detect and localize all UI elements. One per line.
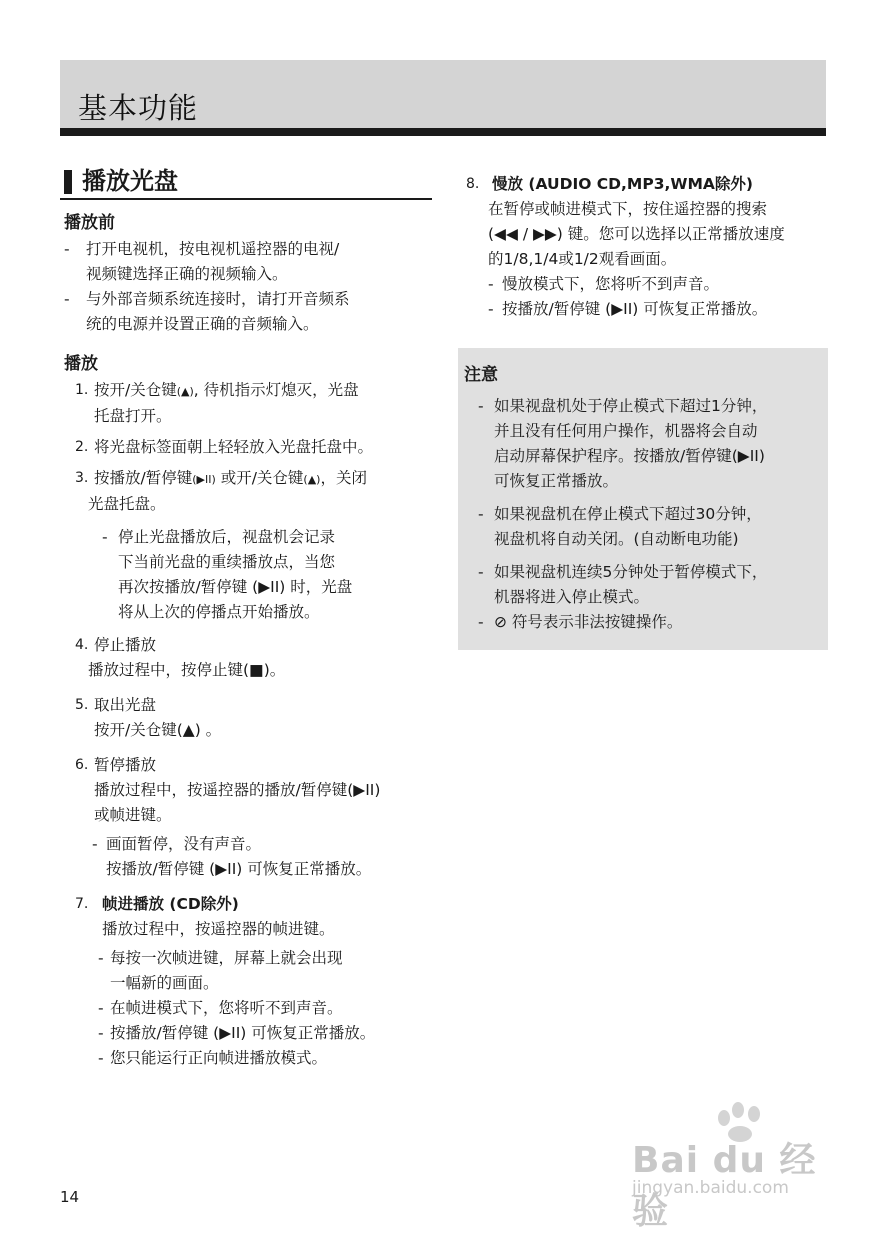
step-7-body: 播放过程中，按遥控器的帧进键。 [102,920,335,938]
eject-icon: (▲) [303,473,321,486]
section-marker [64,170,72,194]
page-title: 基本功能 [78,91,199,125]
watermark [618,1102,833,1232]
step-3: 3. 按播放/暂停键(▶II) 或开/关仓键(▲)，关闭 [75,469,367,487]
note-item: - 如果视盘机连续5分钟处于暂停模式下， 机器将进入停止模式。 [478,563,768,606]
note-item: - 如果视盘机在停止模式下超过30分钟， 视盘机将自动关闭。(自动断电功能) [478,505,762,548]
right-column [458,172,830,322]
subheading-before: 播放前 [64,213,115,233]
eject-icon: (▲) [176,385,194,398]
list-item: - 您只能运行正向帧进播放模式。 [98,1049,328,1067]
list-item: - 每按一次帧进键，屏幕上就会出现 一幅新的画面。 [98,949,343,992]
note-list [478,394,823,643]
list-item: - 按播放/暂停键 (▶II) 可恢复正常播放。 [488,300,768,318]
note-box [458,348,828,650]
list-item: - 在帧进模式下，您将听不到声音。 [98,999,343,1017]
step-4-body: 播放过程中，按停止键(■)。 [88,661,286,679]
step-4: 4. 停止播放 [75,636,157,654]
note-item: - 如果视盘机处于停止模式下超过1分钟， 并且没有任何用户操作，机器将会自动 启动屏幕保护程序。按播放/暂停键(▶II) 可恢复正常播放。 [478,397,768,490]
section-title: 播放光盘 [60,166,432,200]
step-6: 6. 暂停播放 [75,756,157,774]
step-5-body: 按开/关仓键(▲) 。 [94,721,222,739]
watermark-url: jingyan.baidu.com [632,1178,789,1198]
list-item: - 打开电视机，按电视机遥控器的电视/ 视频键选择正确的视频输入。 [64,240,340,283]
step-3-note: - 停止光盘播放后，视盘机会记录 下当前光盘的重续播放点，当您 再次按播放/暂停键 (▶II) 时，光盘 将从上次的停播点开始播放。 [102,528,353,621]
step-8: 8. 慢放 (AUDIO CD,MP3,WMA除外) [466,175,753,193]
note-title: 注意 [464,365,498,385]
step-1: 1. 按开/关仓键(▲), 待机指示灯熄灭，光盘 托盘打开。 [75,381,359,425]
page-header [60,60,826,136]
list-item: - 与外部音频系统连接时，请打开音频系 统的电源并设置正确的音频输入。 [64,290,350,333]
note-item: - ⊘ 符号表示非法按键操作。 [478,613,683,631]
page-number: 14 [60,1188,80,1206]
list-item: - 按播放/暂停键 (▶II) 可恢复正常播放。 [98,1024,376,1042]
step-6-note: - 画面暂停，没有声音。 按播放/暂停键 (▶II) 可恢复正常播放。 [92,835,372,878]
step-3-continued: 光盘托盘。 [88,495,166,513]
subheading-play: 播放 [64,354,98,374]
watermark-logo: Bai du 经验 [632,1140,817,1232]
left-column [60,166,440,1071]
step-5: 5. 取出光盘 [75,696,157,714]
step-2: 2. 将光盘标签面朝上轻轻放入光盘托盘中。 [75,438,374,456]
list-item: - 慢放模式下，您将听不到声音。 [488,275,720,293]
step-7: 7. 帧进播放 (CD除外) [75,895,239,913]
play-pause-icon: (▶II) [192,473,216,486]
step-6-body: 播放过程中，按遥控器的播放/暂停键(▶II) 或帧进键。 [94,781,381,824]
step-8-body: 在暂停或帧进模式下，按住遥控器的搜索 (◀◀ / ▶▶) 键。您可以选择以正常播放速度 的1/8,1/4或1/2观看画面。 [488,200,785,268]
